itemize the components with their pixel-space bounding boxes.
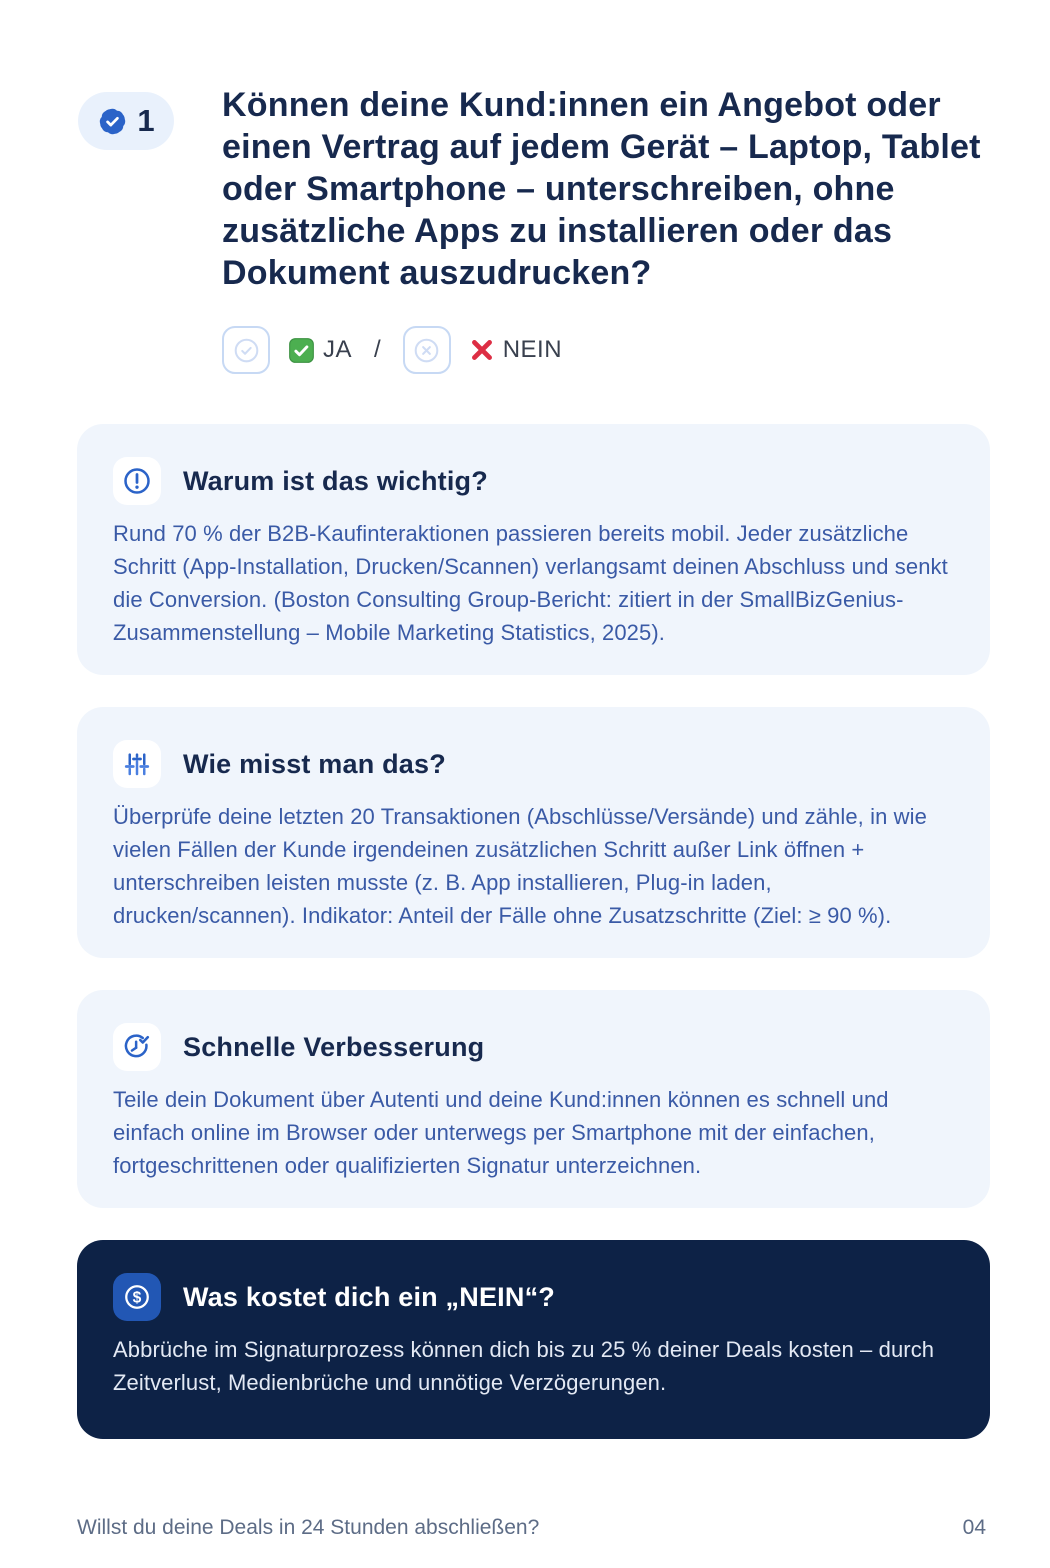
card-why-important: [77, 424, 990, 675]
dollar-circle-icon: [122, 1282, 152, 1312]
page-number: 04: [962, 1516, 986, 1539]
card-body: Rund 70 % der B2B-Kaufinteraktionen passieren bereits mobil. Jeder zusätzliche Schritt (App-Installation, Drucken/Scannen) verlangsamt deinen Abschluss und senkt die Conversion. (Boston Consulting Group-Bericht: zitiert in der SmallBizGenius-Zusammenstellung – Mobile Marketing Statistics, 2025).: [113, 521, 948, 645]
card-how-to-measure: [77, 707, 990, 958]
card-header: [113, 740, 954, 788]
card-body: Teile dein Dokument über Autenti und deine Kund:innen können es schnell und einfach online im Browser oder unterwegs per Smartphone mit der einfachen, fortgeschrittenen oder qualifizierten Signatur unterzeichnen.: [113, 1087, 889, 1178]
info-cards: [77, 424, 990, 1439]
card-title: Warum ist das wichtig?: [183, 465, 488, 496]
icon-tile: [113, 1023, 161, 1071]
circle-check-outline-icon: [233, 337, 260, 364]
card-cost-of-no: [77, 1240, 990, 1439]
svg-text:$: $: [132, 1289, 142, 1307]
verified-seal-icon: [97, 106, 128, 137]
green-check-icon: [288, 337, 315, 364]
card-title: Was kostet dich ein „NEIN“?: [183, 1281, 555, 1312]
yes-answer: [288, 336, 352, 364]
no-answer: [469, 336, 562, 364]
question-number-badge: [78, 92, 174, 150]
icon-tile: [113, 1273, 161, 1321]
question-title: Können deine Kund:innen ein Angebot oder einen Vertrag auf jedem Gerät – Laptop, Tablet oder Smartphone – unterschreiben, ohne zusätzliche Apps zu installieren oder das Dokument auszudrucken?: [222, 86, 981, 292]
clock-check-icon: [122, 1032, 152, 1062]
card-body: Überprüfe deine letzten 20 Transaktionen (Abschlüsse/Versände) und zähle, in wie vielen Fällen der Kunde irgendeinen zusätzlichen Schritt außer Link öffnen + unterschreiben leisten musste (z. B. App installieren, Plug-in laden, drucken/scannen). Indikator: Anteil der Fälle ohne Zusatzschritte (Ziel: ≥ 90 %).: [113, 804, 927, 928]
alert-circle-icon: [122, 466, 152, 496]
icon-tile: [113, 457, 161, 505]
page-footer: [0, 1516, 1050, 1540]
no-label: NEIN: [502, 336, 563, 363]
no-checkbox[interactable]: [403, 326, 451, 374]
card-header: [113, 1273, 954, 1321]
question-header: [0, 0, 1050, 294]
sliders-icon: [122, 749, 152, 779]
card-body: Abbrüche im Signaturprozess können dich bis zu 25 % deiner Deals kosten – durch Zeitverlust, Medienbrüche und unnötige Verzögerungen.: [113, 1337, 935, 1395]
yes-checkbox[interactable]: [222, 326, 270, 374]
red-cross-icon: [469, 337, 495, 363]
circle-x-outline-icon: [413, 337, 440, 364]
answer-separator: /: [374, 336, 381, 363]
yes-label: JA: [323, 336, 353, 363]
card-quick-improvement: [77, 990, 990, 1208]
card-title: Wie misst man das?: [183, 748, 446, 779]
question-number: 1: [137, 103, 155, 138]
card-title: Schnelle Verbesserung: [183, 1031, 485, 1062]
answers-row: [222, 326, 1050, 374]
card-header: [113, 1023, 954, 1071]
icon-tile: [113, 740, 161, 788]
footer-question: Willst du deine Deals in 24 Stunden abschließen?: [77, 1516, 540, 1539]
card-header: [113, 457, 954, 505]
